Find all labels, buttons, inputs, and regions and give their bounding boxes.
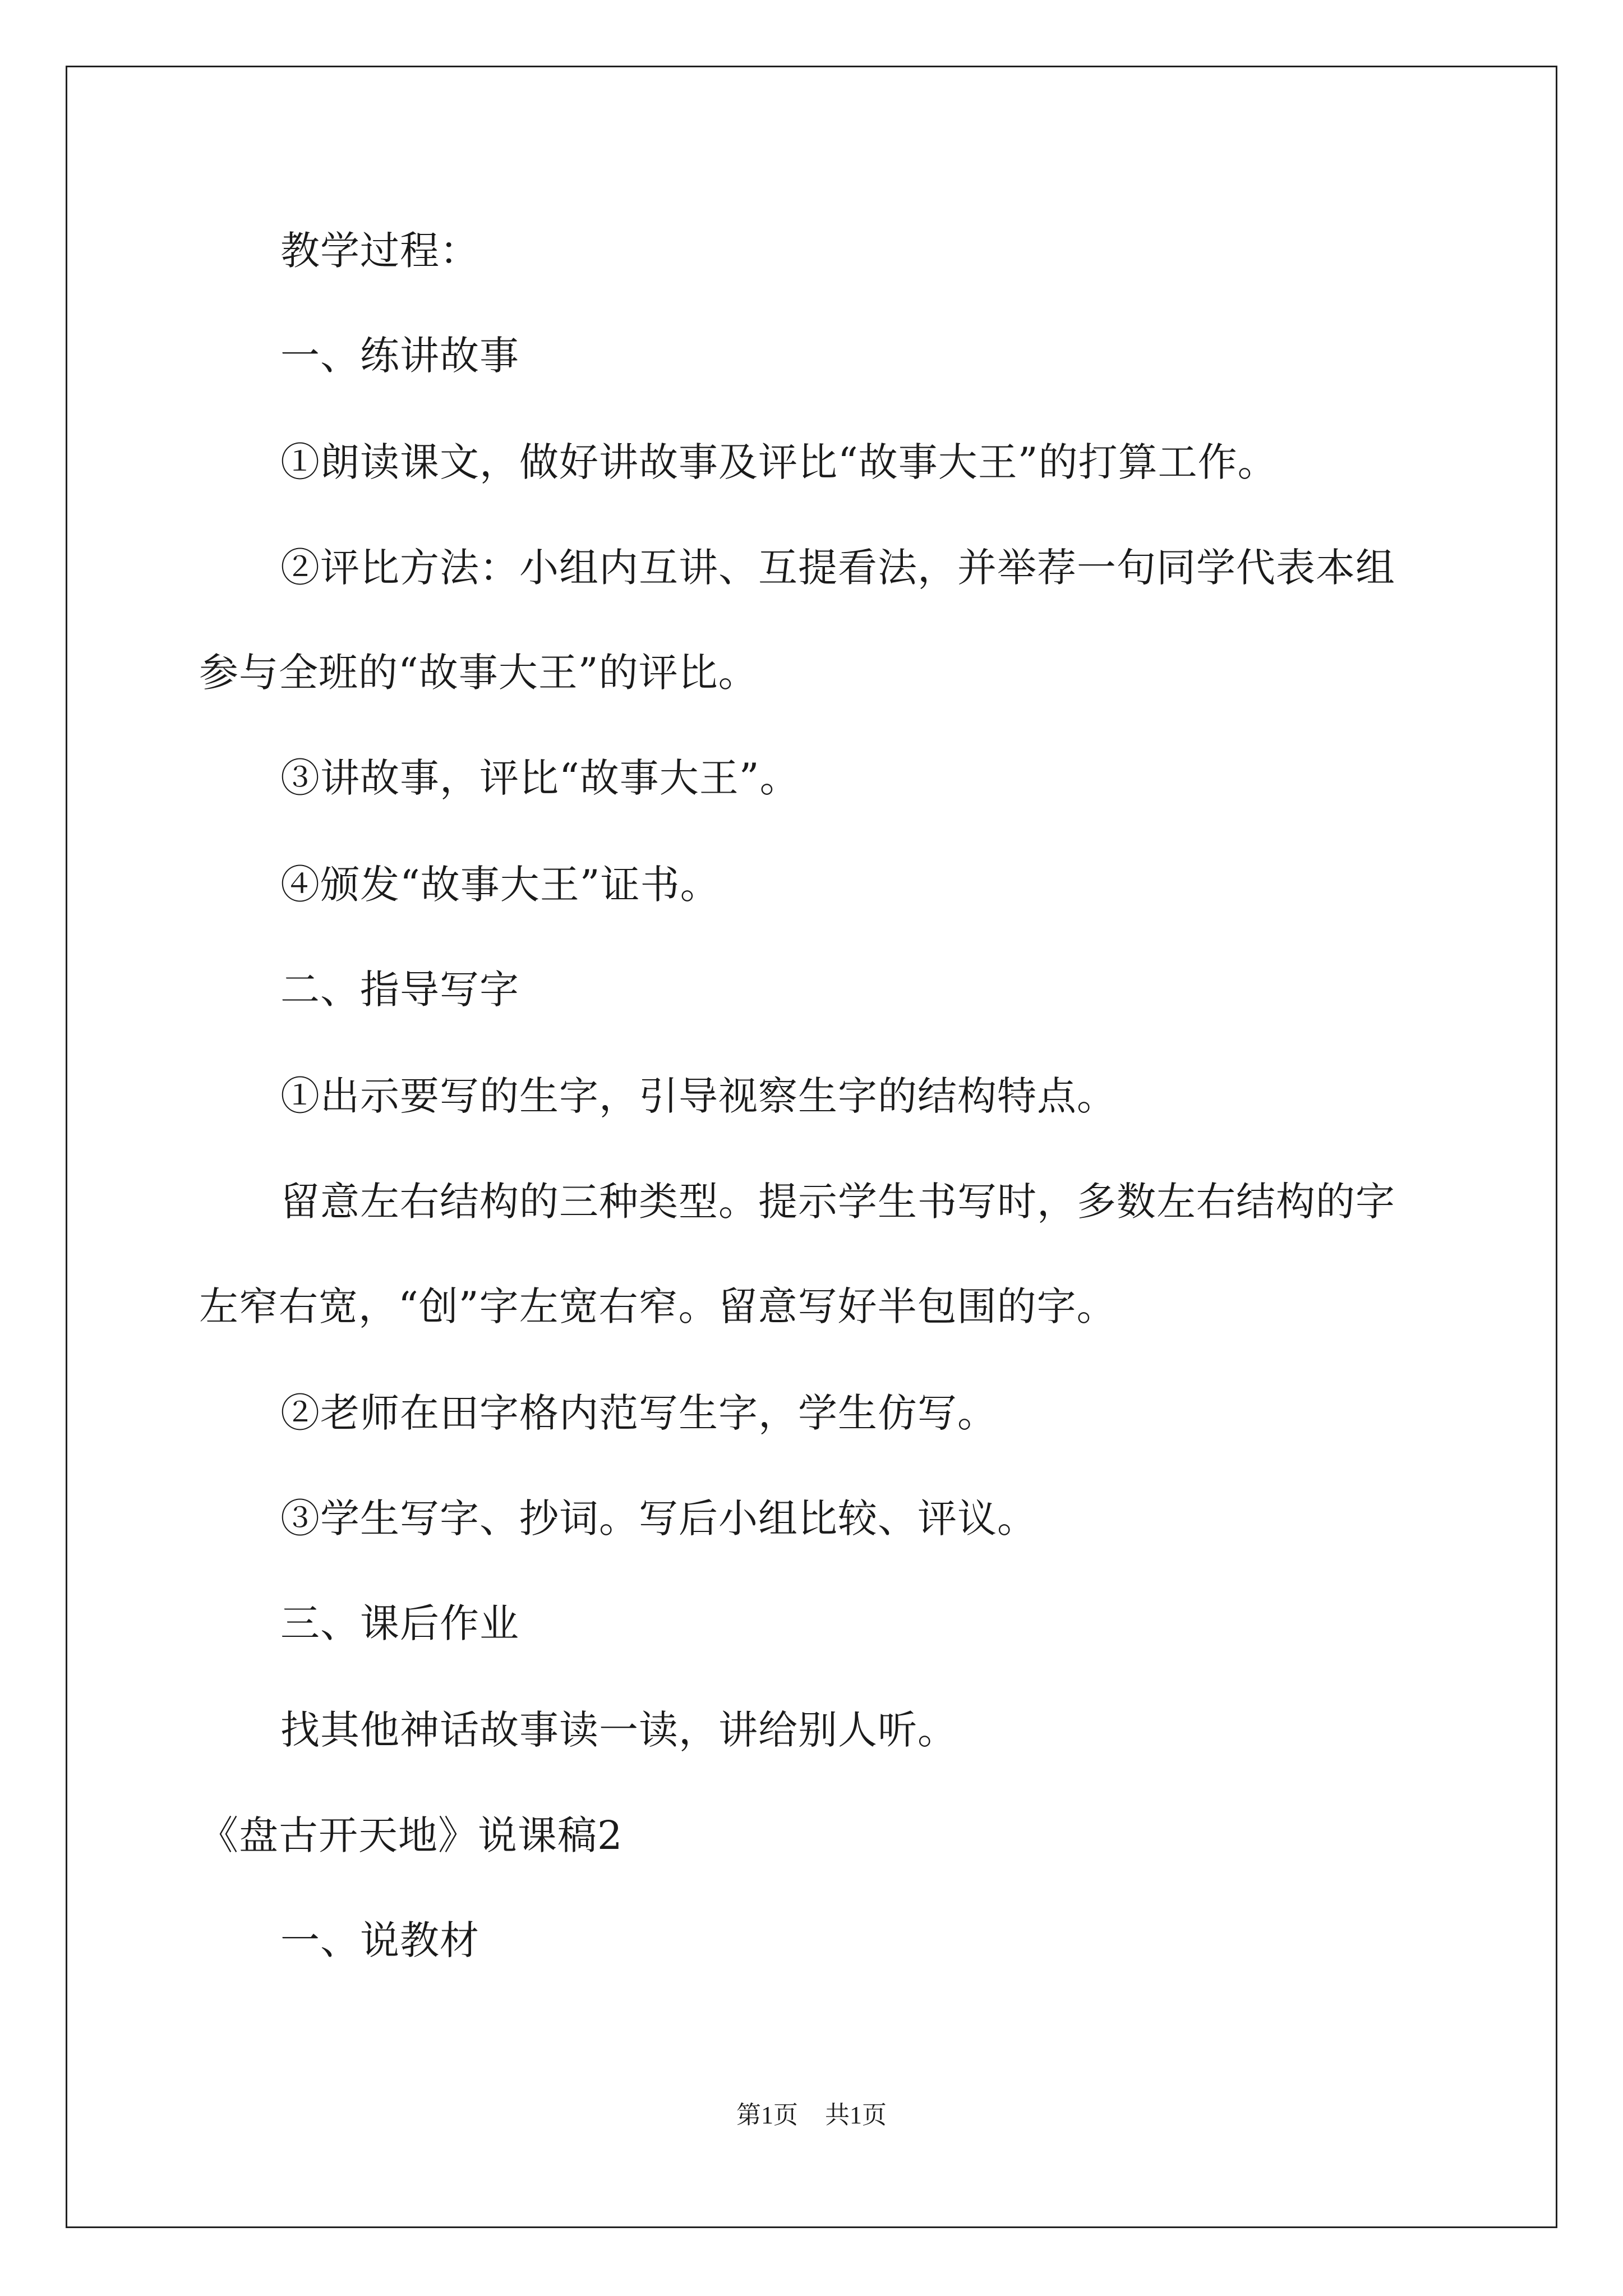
paragraph-step-2-continued: 参与全班的“故事大王”的评比。 — [199, 650, 758, 696]
page-number: 第1页 — [736, 2101, 798, 2129]
page-border — [66, 66, 1557, 2228]
page-footer — [0, 2100, 1623, 2131]
page-total: 共1页 — [825, 2101, 887, 2129]
section-heading-writing: 二、指导写字 — [280, 967, 519, 1013]
section-heading-homework: 三、课后作业 — [280, 1600, 519, 1646]
paragraph-step-1: ①朗读课文，做好讲故事及评比“故事大王”的打算工作。 — [280, 439, 1278, 485]
paragraph-structure-note-continued: 左窄右宽，“创”字左宽右窄。留意写好半包围的字。 — [199, 1283, 1117, 1329]
section-heading-storytelling: 一、练讲故事 — [280, 333, 519, 379]
paragraph-step-4: ④颁发“故事大王”证书。 — [280, 862, 720, 908]
paragraph-writing-3: ③学生写字、抄词。写后小组比较、评议。 — [280, 1496, 1037, 1542]
paragraph-structure-note: 留意左右结构的三种类型。提示学生书写时，多数左右结构的字 — [280, 1179, 1395, 1225]
paragraph-writing-1: ①出示要写的生字，引导视察生字的结构特点。 — [280, 1073, 1117, 1119]
paragraph-homework: 找其他神话故事读一读，讲给别人听。 — [280, 1707, 957, 1753]
section-heading-textbook: 一、说教材 — [280, 1917, 479, 1963]
paragraph-writing-2: ②老师在田字格内范写生字，学生仿写。 — [280, 1390, 997, 1436]
document-title-lesson-2: 《盘古开天地》说课稿2 — [199, 1812, 623, 1858]
paragraph-step-2: ②评比方法：小组内互讲、互提看法，并举荐一句同学代表本组 — [280, 545, 1395, 591]
paragraph-step-3: ③讲故事，评比“故事大王”。 — [280, 755, 800, 801]
section-heading-teaching-process: 教学过程： — [280, 228, 479, 274]
